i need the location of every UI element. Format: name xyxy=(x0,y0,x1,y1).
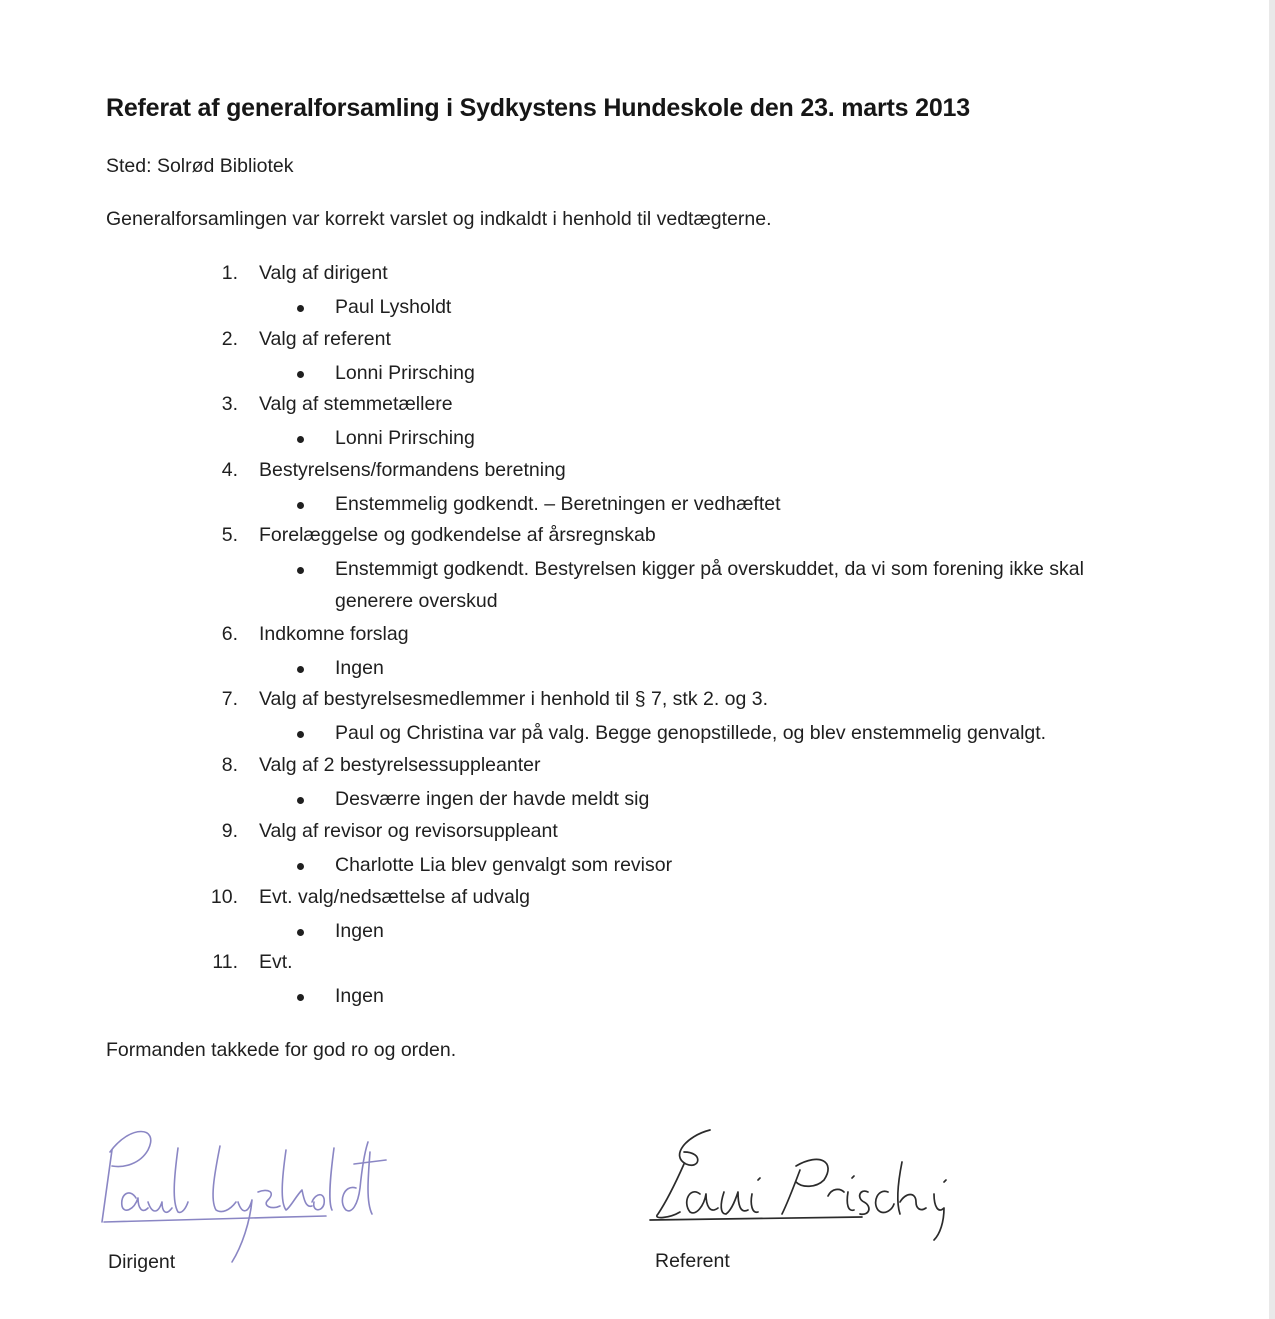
agenda-item-note: Ingen xyxy=(335,985,384,1007)
agenda-item-number: 8. xyxy=(221,754,238,776)
bullet-icon xyxy=(297,994,304,1001)
agenda-item-label: Valg af bestyrelsesmedlemmer i henhold til § 7, stk 2. og 3. xyxy=(259,688,769,710)
agenda-item-label: Evt. valg/nedsættelse af udvalg xyxy=(259,886,530,908)
bullet-icon xyxy=(297,929,304,936)
agenda-item-label: Bestyrelsens/formandens beretning xyxy=(259,459,566,481)
agenda-item-note: Desværre ingen der havde meldt sig xyxy=(335,788,650,810)
agenda-item-note: Paul Lysholdt xyxy=(335,296,452,318)
agenda-item-note: Ingen xyxy=(335,920,384,942)
agenda-item-note: Enstemmelig godkendt. – Beretningen er vedhæftet xyxy=(335,493,781,515)
bullet-icon xyxy=(297,371,304,378)
bullet-icon xyxy=(297,863,304,870)
agenda-item-label: Valg af 2 bestyrelsessuppleanter xyxy=(259,754,541,776)
agenda-item-number: 9. xyxy=(221,820,238,842)
agenda-item-note: Charlotte Lia blev genvalgt som revisor xyxy=(335,854,673,876)
intro-paragraph: Generalforsamlingen var korrekt varslet og indkaldt i henhold til vedtægterne. xyxy=(106,208,772,230)
bullet-icon xyxy=(297,502,304,509)
bullet-icon xyxy=(297,731,304,738)
agenda-item-number: 4. xyxy=(221,459,238,481)
document-title: Referat af generalforsamling i Sydkystens Hundeskole den 23. marts 2013 xyxy=(106,94,970,122)
agenda-item-number: 10. xyxy=(210,886,238,908)
agenda-item-label: Valg af revisor og revisorsuppleant xyxy=(259,820,558,842)
agenda-item-label: Valg af dirigent xyxy=(259,262,388,284)
agenda-item-number: 1. xyxy=(221,262,238,284)
agenda-item-label: Forelæggelse og godkendelse af årsregnskab xyxy=(259,524,656,546)
agenda-item-number: 5. xyxy=(221,524,238,546)
referent-label: Referent xyxy=(655,1250,730,1272)
agenda-item-number: 6. xyxy=(221,623,238,645)
agenda-item-note: Paul og Christina var på valg. Begge genopstillede, og blev enstemmelig genvalgt. xyxy=(335,722,1047,744)
agenda-item-note: Lonni Prirsching xyxy=(335,362,475,384)
agenda-item-label: Valg af stemmetællere xyxy=(259,393,453,415)
agenda-item-number: 2. xyxy=(221,328,238,350)
agenda-item-note: Ingen xyxy=(335,657,384,679)
closing-paragraph: Formanden takkede for god ro og orden. xyxy=(106,1039,457,1061)
bullet-icon xyxy=(297,305,304,312)
scan-edge xyxy=(1269,0,1275,1319)
agenda-item-number: 11. xyxy=(212,951,238,973)
agenda-item-number: 3. xyxy=(221,393,238,415)
referent-signature xyxy=(640,1122,960,1252)
agenda-item-label: Valg af referent xyxy=(259,328,391,350)
agenda-item-note: Lonni Prirsching xyxy=(335,427,475,449)
bullet-icon xyxy=(297,666,304,673)
agenda-item-label: Evt. xyxy=(259,951,293,973)
agenda-item-note: Enstemmigt godkendt. Bestyrelsen kigger på overskuddet, da vi som forening ikke skal generere overskud xyxy=(335,558,1084,612)
dirigent-label: Dirigent xyxy=(108,1251,176,1273)
agenda-item-label: Indkomne forslag xyxy=(259,623,409,645)
bullet-icon xyxy=(297,797,304,804)
bullet-icon xyxy=(297,567,304,574)
location-line: Sted: Solrød Bibliotek xyxy=(106,155,294,177)
bullet-icon xyxy=(297,436,304,443)
agenda-item-number: 7. xyxy=(221,688,238,710)
